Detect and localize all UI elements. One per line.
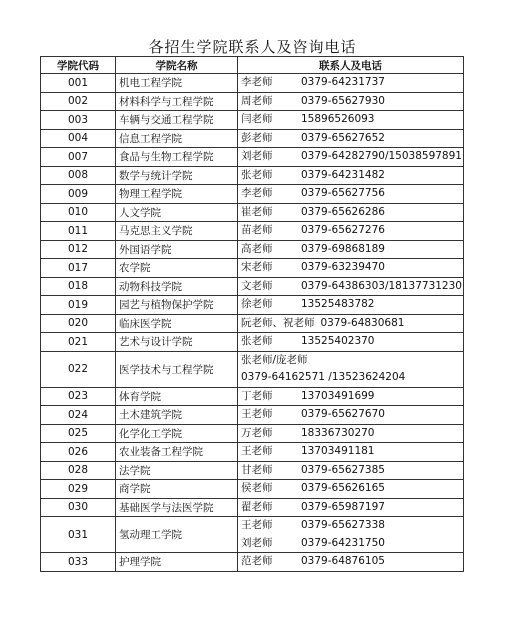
table-row	[41, 129, 464, 148]
contact-line	[241, 204, 460, 222]
college-code: 012	[41, 240, 116, 259]
college-name: 马克思主义学院	[116, 222, 238, 241]
contact-phone: 0379-65627652	[301, 131, 385, 144]
college-name: 艺术与设计学院	[116, 333, 238, 352]
contact-line	[241, 535, 460, 553]
contact-person: 翟老师	[241, 500, 273, 513]
contact-phone: 0379-65627385	[301, 463, 385, 476]
college-code: 033	[41, 553, 116, 572]
contact-person: 阮老师、祝老师	[241, 316, 315, 329]
contact-phone: 0379-64231482	[301, 168, 385, 181]
table-row	[41, 517, 464, 553]
contact-person: 万老师	[241, 426, 273, 439]
college-name: 基础医学与法医学院	[116, 498, 238, 517]
college-name: 材料科学与工程学院	[116, 92, 238, 111]
college-code: 026	[41, 443, 116, 462]
contact-phone: 13525483782	[301, 298, 375, 310]
college-name: 机电工程学院	[116, 74, 238, 93]
college-name: 物理工程学院	[116, 185, 238, 204]
contacts-table	[40, 56, 464, 572]
college-code: 019	[41, 296, 116, 315]
table-row	[41, 296, 464, 315]
contact-line	[241, 259, 460, 277]
contact-cell	[238, 406, 464, 425]
contact-cell	[238, 333, 464, 352]
contact-line	[241, 333, 460, 351]
table-row	[41, 111, 464, 130]
college-code: 001	[41, 74, 116, 93]
contact-line	[241, 425, 460, 443]
contact-person: 张老师	[241, 335, 273, 347]
college-code: 025	[41, 424, 116, 443]
contact-line	[241, 443, 460, 461]
contact-phone: 0379-64162571 /13523624204	[241, 371, 406, 383]
table-row	[41, 166, 464, 185]
contact-person: 甘老师	[241, 463, 273, 476]
contact-person: 张老师/庞老师	[241, 353, 308, 366]
header-college-code: 学院代码	[41, 57, 116, 74]
contact-line	[241, 480, 460, 498]
table-row	[41, 498, 464, 517]
contact-person: 范老师	[241, 555, 273, 567]
contact-line	[241, 241, 460, 259]
college-name: 临床医学院	[116, 314, 238, 333]
contact-line	[241, 352, 460, 370]
table-row	[41, 333, 464, 352]
college-name: 动物科技学院	[116, 277, 238, 296]
contact-phone: 18336730270	[301, 426, 375, 439]
table-row	[41, 443, 464, 462]
contact-phone: 0379-64231737	[301, 76, 385, 88]
contact-person: 王老师	[241, 519, 273, 531]
college-name: 外国语学院	[116, 240, 238, 259]
contact-phone: 13703491181	[301, 445, 375, 457]
contact-person: 丁老师	[241, 389, 273, 402]
contact-line	[241, 148, 460, 166]
table-row	[41, 424, 464, 443]
table-row	[41, 351, 464, 387]
contact-line	[241, 369, 460, 387]
contact-cell	[238, 296, 464, 315]
contact-cell	[238, 185, 464, 204]
college-code: 002	[41, 92, 116, 111]
college-code: 008	[41, 166, 116, 185]
contact-person: 侯老师	[241, 482, 273, 494]
college-name: 人文学院	[116, 203, 238, 222]
college-code: 020	[41, 314, 116, 333]
table-row	[41, 240, 464, 259]
contact-cell	[238, 351, 464, 387]
contact-phone: 0379-65626165	[301, 482, 385, 494]
contact-cell	[238, 129, 464, 148]
contact-phone: 0379-65627276	[301, 224, 385, 236]
contact-cell	[238, 166, 464, 185]
contact-cell	[238, 203, 464, 222]
college-name: 化学化工学院	[116, 424, 238, 443]
table-body	[41, 74, 464, 572]
table-row	[41, 553, 464, 572]
contact-line	[241, 185, 460, 203]
college-code: 030	[41, 498, 116, 517]
contact-phone: 0379-64231750	[301, 536, 385, 549]
contact-cell	[238, 480, 464, 499]
college-code: 004	[41, 129, 116, 148]
contact-person: 闫老师	[241, 113, 273, 125]
contact-cell	[238, 387, 464, 406]
contact-phone: 0379-63239470	[301, 261, 385, 273]
contact-person: 刘老师	[241, 150, 273, 162]
college-name: 车辆与交通工程学院	[116, 111, 238, 130]
contact-person: 苗老师	[241, 224, 273, 236]
college-name: 氢动理工学院	[116, 517, 238, 553]
contact-phone: 13525402370	[301, 335, 375, 347]
contact-phone: 0379-65627756	[301, 187, 385, 199]
college-code: 024	[41, 406, 116, 425]
contact-phone: 0379-64282790/15038597891	[301, 150, 462, 162]
table-row	[41, 203, 464, 222]
contact-line	[241, 278, 460, 296]
contact-phone: 0379-69868189	[301, 242, 385, 255]
college-code: 018	[41, 277, 116, 296]
table-header	[41, 57, 464, 74]
table-row	[41, 480, 464, 499]
contact-cell	[238, 74, 464, 93]
college-name: 土木建筑学院	[116, 406, 238, 425]
college-name: 数学与统计学院	[116, 166, 238, 185]
contact-line	[241, 388, 460, 406]
contact-person: 王老师	[241, 408, 273, 420]
contact-line	[241, 462, 460, 480]
contact-person: 李老师	[241, 76, 273, 88]
header-row	[41, 57, 464, 74]
page-title: 各招生学院联系人及咨询电话	[148, 38, 357, 56]
college-code: 003	[41, 111, 116, 130]
college-name: 信息工程学院	[116, 129, 238, 148]
contact-cell	[238, 424, 464, 443]
table-row	[41, 74, 464, 93]
college-name: 商学院	[116, 480, 238, 499]
college-name: 食品与生物工程学院	[116, 148, 238, 167]
contact-phone: 15896526093	[301, 113, 375, 125]
contact-cell	[238, 111, 464, 130]
contact-phone: 0379-65627930	[301, 94, 385, 107]
contact-line	[241, 130, 460, 148]
contact-phone: 0379-65627338	[301, 519, 385, 531]
college-code: 017	[41, 259, 116, 278]
table-row	[41, 387, 464, 406]
table-row	[41, 406, 464, 425]
contact-line	[241, 93, 460, 111]
contact-line	[241, 222, 460, 240]
contact-phone: 0379-65626286	[301, 205, 385, 218]
contact-person: 李老师	[241, 187, 273, 199]
college-code: 028	[41, 461, 116, 480]
table-row	[41, 185, 464, 204]
contact-person: 宋老师	[241, 261, 273, 273]
contact-cell	[238, 314, 464, 333]
contact-cell	[238, 259, 464, 278]
table-row	[41, 148, 464, 167]
college-name: 农学院	[116, 259, 238, 278]
contact-phone: 13703491699	[301, 389, 375, 402]
college-code: 023	[41, 387, 116, 406]
college-name: 护理学院	[116, 553, 238, 572]
contact-line	[241, 406, 460, 424]
contact-cell	[238, 92, 464, 111]
table-row	[41, 314, 464, 333]
contact-phone: 0379-64830681	[320, 316, 405, 329]
header-contact: 联系人及电话	[238, 57, 464, 74]
table-row	[41, 259, 464, 278]
contact-person: 王老师	[241, 445, 273, 457]
contact-person: 彭老师	[241, 131, 273, 144]
college-code: 022	[41, 351, 116, 387]
header-college-name: 学院名称	[116, 57, 238, 74]
contact-person: 周老师	[241, 94, 273, 107]
contact-cell	[238, 148, 464, 167]
contact-line	[241, 315, 460, 333]
college-name: 农业装备工程学院	[116, 443, 238, 462]
contact-line	[241, 499, 460, 517]
college-code: 029	[41, 480, 116, 499]
contact-cell	[238, 443, 464, 462]
contact-person: 徐老师	[241, 298, 273, 310]
contact-person: 高老师	[241, 242, 273, 255]
college-name: 园艺与植物保护学院	[116, 296, 238, 315]
contact-line	[241, 167, 460, 185]
table-row	[41, 461, 464, 480]
college-code: 009	[41, 185, 116, 204]
table-row	[41, 277, 464, 296]
contact-cell	[238, 461, 464, 480]
contact-cell	[238, 553, 464, 572]
college-code: 021	[41, 333, 116, 352]
contact-line	[241, 296, 460, 314]
contact-line	[241, 553, 460, 571]
contact-person: 文老师	[241, 279, 273, 292]
table-row	[41, 222, 464, 241]
contact-person: 张老师	[241, 168, 273, 181]
college-code: 010	[41, 203, 116, 222]
college-name: 法学院	[116, 461, 238, 480]
contact-line	[241, 111, 460, 129]
contact-person: 崔老师	[241, 205, 273, 218]
contact-line	[241, 517, 460, 535]
contact-cell	[238, 277, 464, 296]
contact-phone: 0379-65987197	[301, 500, 385, 513]
college-code: 011	[41, 222, 116, 241]
contact-phone: 0379-64876105	[301, 555, 385, 567]
contact-phone: 0379-65627670	[301, 408, 385, 420]
contact-cell	[238, 240, 464, 259]
college-code: 007	[41, 148, 116, 167]
college-code: 031	[41, 517, 116, 553]
contact-person: 刘老师	[241, 536, 273, 549]
contact-phone: 0379-64386303/18137731230	[301, 279, 462, 292]
college-name: 医学技术与工程学院	[116, 351, 238, 387]
contact-cell	[238, 517, 464, 553]
table-row	[41, 92, 464, 111]
contact-line	[241, 74, 460, 92]
contact-cell	[238, 498, 464, 517]
college-name: 体育学院	[116, 387, 238, 406]
contact-cell	[238, 222, 464, 241]
